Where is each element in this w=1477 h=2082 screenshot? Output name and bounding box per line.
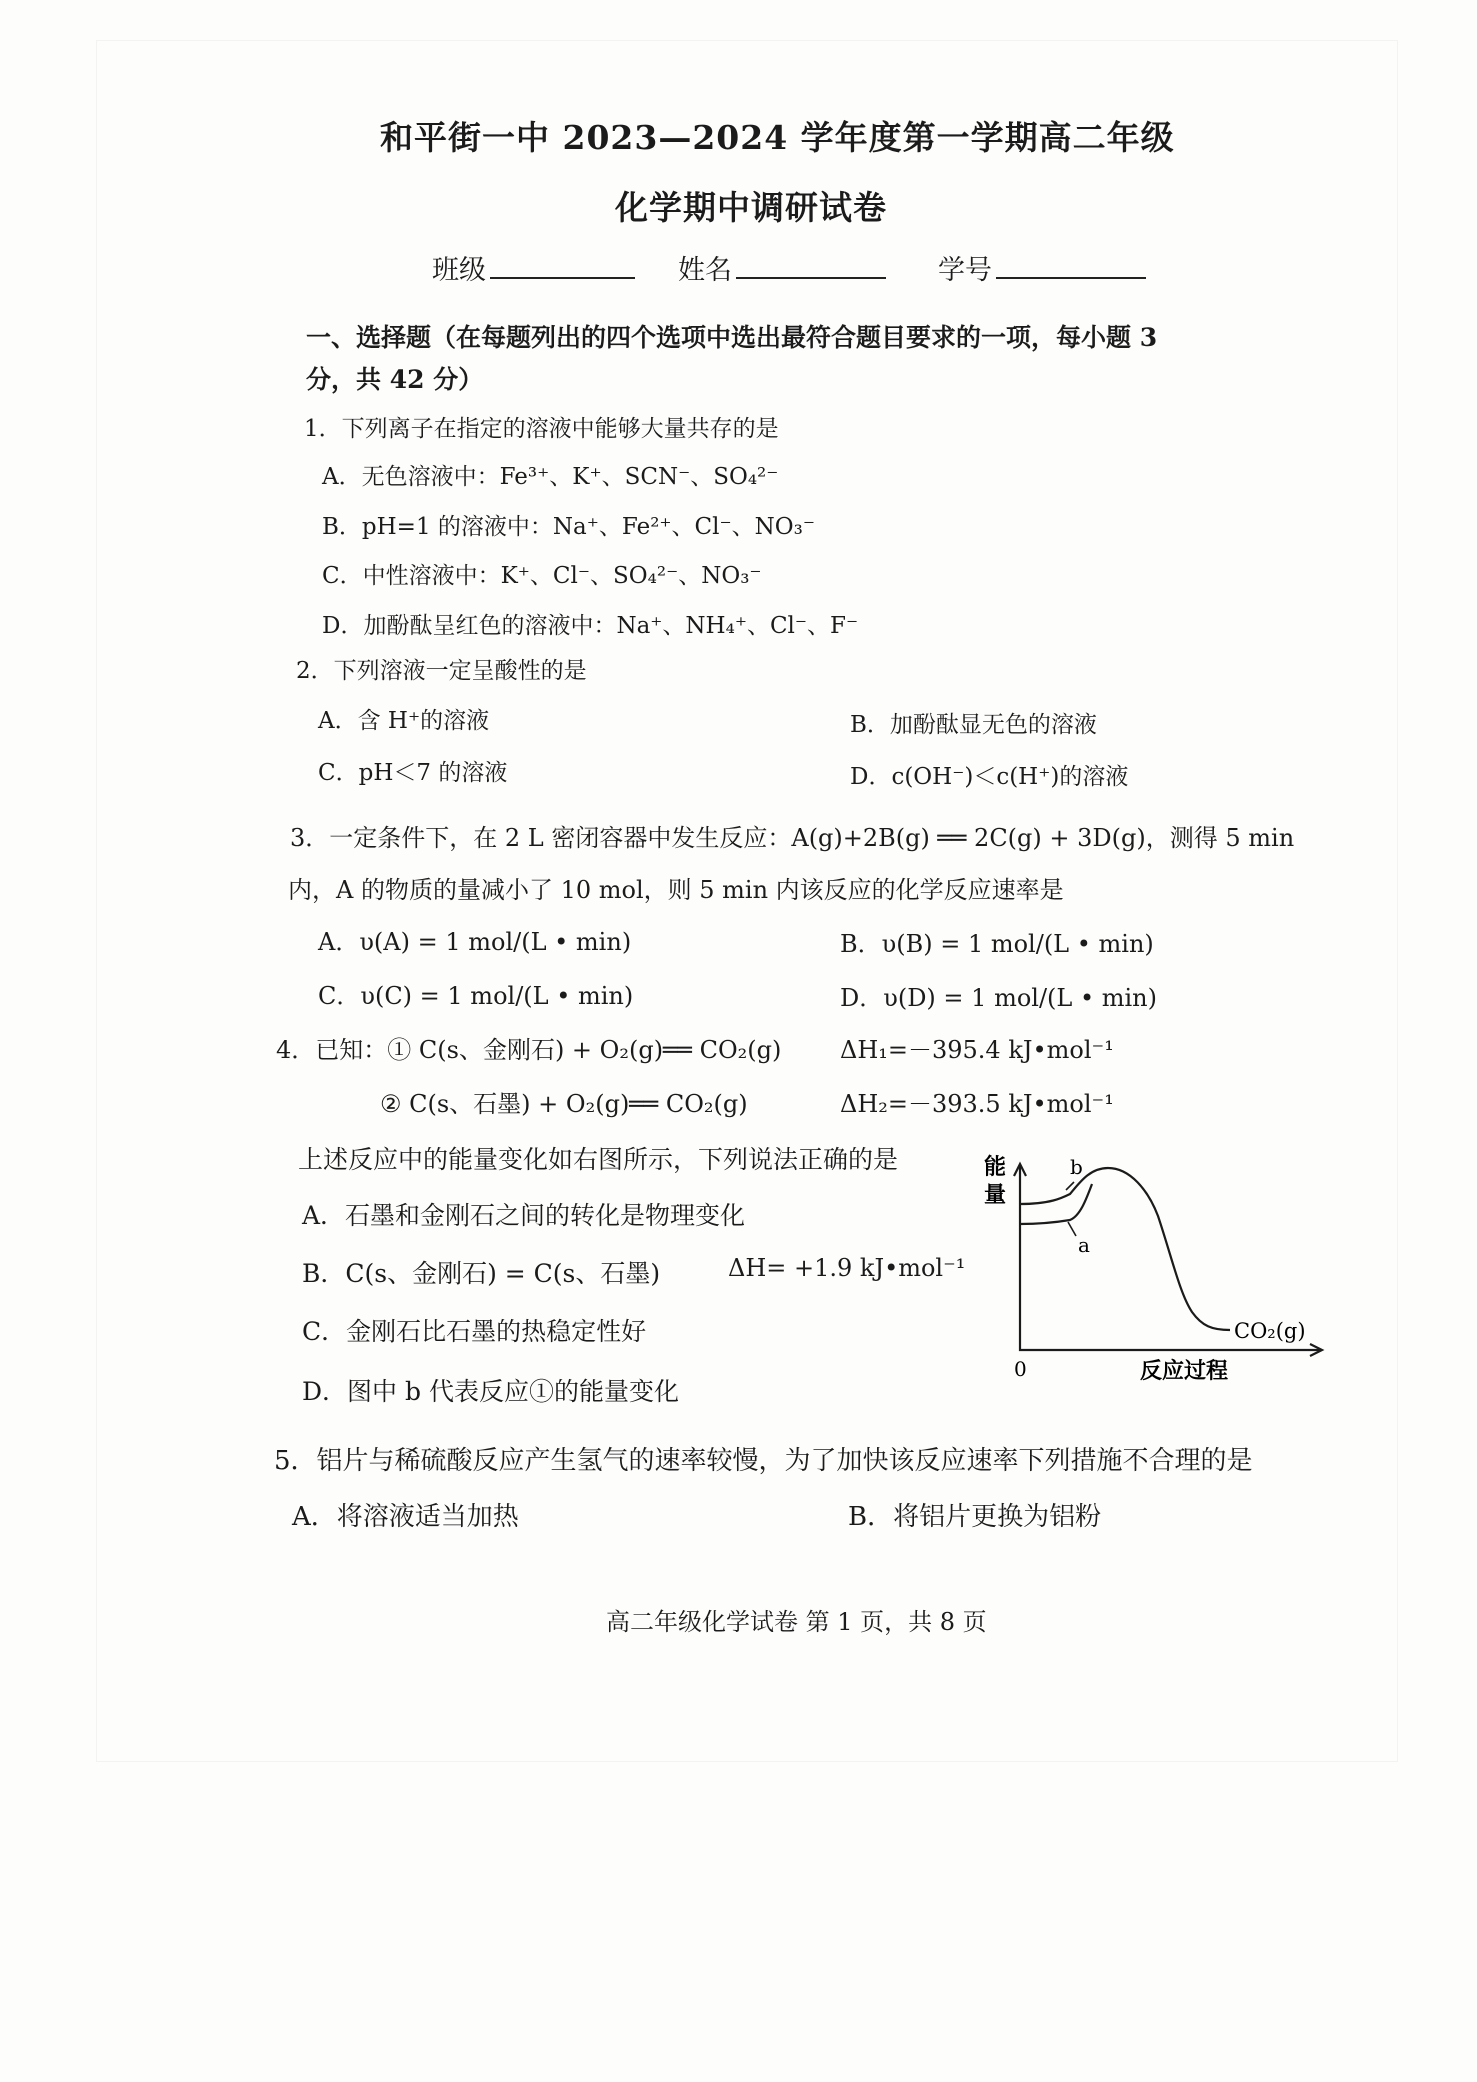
leader-b: [1066, 1182, 1074, 1190]
q4-option-a: A．石墨和金刚石之间的转化是物理变化: [302, 1201, 746, 1230]
exam-title-line2: 化学期中调研试卷: [615, 188, 887, 227]
q2-option-d: D．c(OH⁻)＜c(H⁺)的溶液: [850, 764, 1129, 790]
q2-stem: 2．下列溶液一定呈酸性的是: [296, 658, 587, 684]
q5-option-b: B．将铝片更换为铝粉: [848, 1502, 1102, 1532]
page-footer: 高二年级化学试卷 第 1 页，共 8 页: [606, 1608, 987, 1636]
q4-option-b: B．C(s、金刚石) = C(s、石墨): [302, 1259, 661, 1288]
q3-option-c: C．υ(C) = 1 mol/(L • min): [318, 982, 634, 1010]
q1-option-b: B．pH=1 的溶液中：Na⁺、Fe²⁺、Cl⁻、NO₃⁻: [322, 514, 815, 540]
q4-option-d: D．图中 b 代表反应①的能量变化: [302, 1377, 679, 1406]
class-label: 班级: [432, 255, 486, 286]
origin-label: 0: [1014, 1357, 1027, 1381]
exam-title-line1: 和平街一中 2023—2024 学年度第一学期高二年级: [380, 118, 1175, 157]
q5-stem: 5．铝片与稀硫酸反应产生氢气的速率较慢，为了加快该反应速率下列措施不合理的是: [274, 1446, 1253, 1476]
q4-equation-1: 4．已知：① C(s、金刚石) + O₂(g)══ CO₂(g): [276, 1036, 782, 1064]
x-axis-label: 反应过程: [1140, 1358, 1229, 1384]
q3-option-d: D．υ(D) = 1 mol/(L • min): [840, 984, 1158, 1012]
q3-stem-line2: 内，A 的物质的量减小了 10 mol，则 5 min 内该反应的化学反应速率是: [288, 876, 1064, 904]
curve-b: [1020, 1168, 1230, 1330]
q1-option-a: A．无色溶液中：Fe³⁺、K⁺、SCN⁻、SO₄²⁻: [322, 464, 779, 490]
y-label-char2: 量: [984, 1182, 1007, 1208]
energy-diagram: [980, 1140, 1350, 1390]
q3-option-a: A．υ(A) = 1 mol/(L • min): [318, 928, 632, 956]
section-heading-line2: 分，共 42 分）: [306, 365, 484, 394]
q4-stem: 上述反应中的能量变化如右图所示，下列说法正确的是: [298, 1145, 899, 1174]
y-label-char1: 能: [984, 1154, 1007, 1180]
section-heading-line1: 一、选择题（在每题列出的四个选项中选出最符合题目要求的一项，每小题 3: [306, 323, 1158, 352]
q2-option-b: B．加酚酞显无色的溶液: [850, 712, 1097, 738]
q4-option-c: C．金刚石比石墨的热稳定性好: [302, 1317, 647, 1346]
q4-enthalpy-2: ΔH₂=－393.5 kJ•mol⁻¹: [840, 1090, 1114, 1118]
class-field[interactable]: [432, 248, 635, 287]
name-field[interactable]: [678, 248, 886, 287]
q2-option-c: C．pH＜7 的溶液: [318, 760, 508, 786]
q4-enthalpy-1: ΔH₁=－395.4 kJ•mol⁻¹: [840, 1036, 1114, 1064]
q1-stem: 1．下列离子在指定的溶液中能够大量共存的是: [304, 416, 779, 442]
q5-option-a: A．将溶液适当加热: [292, 1502, 519, 1532]
q1-option-c: C．中性溶液中：K⁺、Cl⁻、SO₄²⁻、NO₃⁻: [322, 563, 762, 589]
student-id-field[interactable]: [938, 248, 1146, 287]
q3-stem-line1: 3．一定条件下，在 2 L 密闭容器中发生反应：A(g)+2B(g) ══ 2C(g) + 3D(g)，测得 5 min: [290, 824, 1295, 852]
q2-option-a: A．含 H⁺的溶液: [318, 708, 490, 734]
curve-b-label: b: [1070, 1155, 1083, 1179]
curve-a-label: a: [1078, 1233, 1090, 1257]
name-label: 姓名: [678, 255, 732, 286]
q4-option-b-enthalpy: ΔH= +1.9 kJ•mol⁻¹: [728, 1254, 966, 1282]
q4-equation-2: ② C(s、石墨) + O₂(g)══ CO₂(g): [380, 1090, 748, 1118]
product-label: CO₂(g): [1234, 1319, 1306, 1343]
id-label: 学号: [938, 255, 992, 286]
q3-option-b: B．υ(B) = 1 mol/(L • min): [840, 930, 1154, 958]
leader-a: [1068, 1222, 1076, 1236]
q1-option-d: D．加酚酞呈红色的溶液中：Na⁺、NH₄⁺、Cl⁻、F⁻: [322, 613, 859, 639]
